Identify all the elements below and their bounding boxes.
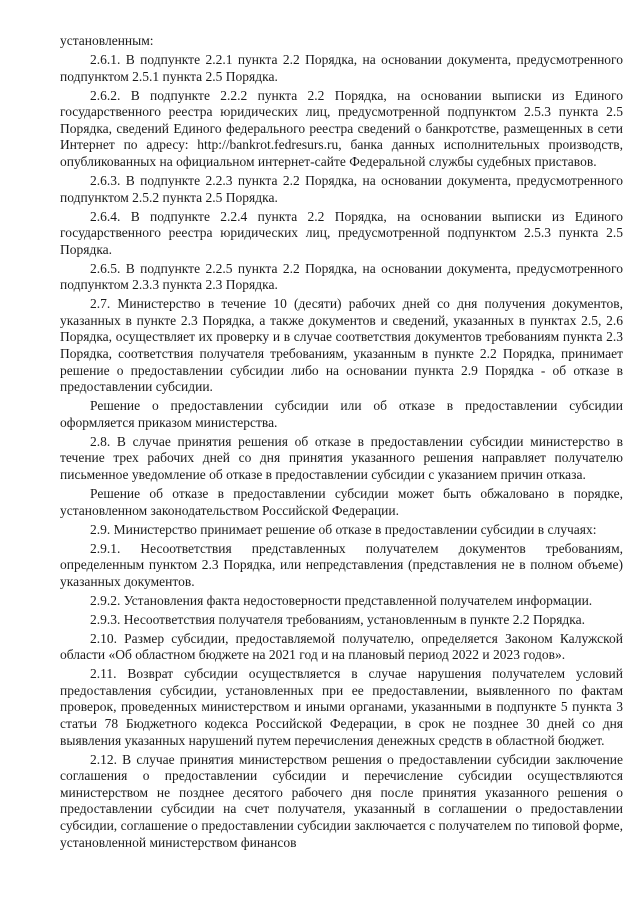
- paragraph-2-6-2: 2.6.2. В подпункте 2.2.2 пункта 2.2 Порядка, на основании выписки из Единого государственного реестра юридических лиц, предусмотренной подпунктом 2.5.3 пункта 2.5 Порядка, сведений Единого федерального реестра сведений о банкротстве, размещенных в сети Интернет по адресу: http://bankrot.fedresurs.ru, банка данных исполнительных производств, опубликованных на официальном интернет-сайте Федеральной службы судебных приставов.: [60, 87, 623, 169]
- paragraph-2-6-4: 2.6.4. В подпункте 2.2.4 пункта 2.2 Порядка, на основании выписки из Единого государственного реестра юридических лиц, предусмотренной подпунктом 2.5.3 пункта 2.5 Порядка.: [60, 208, 623, 257]
- paragraph-2-9-1: 2.9.1. Несоответствия представленных получателем документов требованиям, определенным пунктом 2.3 Порядка, или непредставления (представления не в полном объеме) указанных документов.: [60, 540, 623, 589]
- paragraph-2-9-3: 2.9.3. Несоответствия получателя требованиям, установленным в пункте 2.2 Порядка.: [90, 611, 585, 627]
- paragraph-2-7: 2.7. Министерство в течение 10 (десяти) рабочих дней со дня получения документов, указанных в пункте 2.3 Порядка, а также документов и сведений, указанных в пунктах 2.5, 2.6 Порядка, осуществляет их проверку и в случае соответствия документов требованиям пункта 2.3 Порядка, соответствия получателя требованиям, указанным в пункте 2.2 Порядка, принимает решение о предоставлении субсидии либо на основании пункта 2.9 Порядка - об отказе в предоставлении субсидии.: [60, 296, 623, 395]
- paragraph-2-12: 2.12. В случае принятия министерством решения о предоставлении субсидии заключение соглашения о предоставлении субсидии и перечисление субсидии осуществляются министерством не позднее десятого рабочего дня после принятия указанного решения о предоставлении субсидии на счет получателя, указанный в соглашении о предоставлении субсидии, соглашение о предоставлении субсидии заключается с получателем по типовой форме, установленной министерством финансов: [60, 751, 623, 850]
- paragraph-appeal: Решение об отказе в предоставлении субсидии может быть обжаловано в порядке, установленном законодательством Российской Федерации.: [60, 485, 623, 518]
- paragraph-2-8: 2.8. В случае принятия решения об отказе в предоставлении субсидии министерство в течение трех рабочих дней со дня принятия указанного решения направляет получателю письменное уведомление об отказе в предоставлении субсидии с указанием причин отказа.: [60, 433, 623, 482]
- paragraph-2-9: 2.9. Министерство принимает решение об отказе в предоставлении субсидии в случаях:: [90, 521, 597, 537]
- paragraph-decision-form: Решение о предоставлении субсидии или об отказе в предоставлении субсидии оформляется приказом министерства.: [60, 398, 623, 430]
- paragraph-2-11: 2.11. Возврат субсидии осуществляется в случае нарушения получателем условий предоставления субсидии, установленных при ее предоставлении, выявленного по фактам проверок, проведенных министерством и иными органами, указанными в подпункте 5 пункта 3 статьи 78 Бюджетного кодекса Российской Федерации, в срок не позднее 30 дней со дня выявления указанных нарушений путем перечисления денежных средств в областной бюджет.: [60, 666, 623, 748]
- paragraph-2-6-1: 2.6.1. В подпункте 2.2.1 пункта 2.2 Порядка, на основании документа, предусмотренного подпунктом 2.5.1 пункта 2.5 Порядка.: [60, 51, 623, 84]
- paragraph-2-6-5: 2.6.5. В подпункте 2.2.5 пункта 2.2 Порядка, на основании документа, предусмотренного подпунктом 2.3.3 пункта 2.3 Порядка.: [60, 260, 623, 293]
- paragraph-2-9-2: 2.9.2. Установления факта недостоверности представленной получателем информации.: [90, 592, 593, 608]
- paragraph-2-6-3: 2.6.3. В подпункте 2.2.3 пункта 2.2 Порядка, на основании документа, предусмотренного подпунктом 2.5.2 пункта 2.5 Порядка.: [60, 172, 623, 205]
- paragraph-continuation: установленным:: [60, 33, 154, 48]
- paragraph-2-10: 2.10. Размер субсидии, предоставляемой получателю, определяется Законом Калужской области «Об областном бюджете на 2021 год и на плановый период 2022 и 2023 годов».: [60, 630, 623, 663]
